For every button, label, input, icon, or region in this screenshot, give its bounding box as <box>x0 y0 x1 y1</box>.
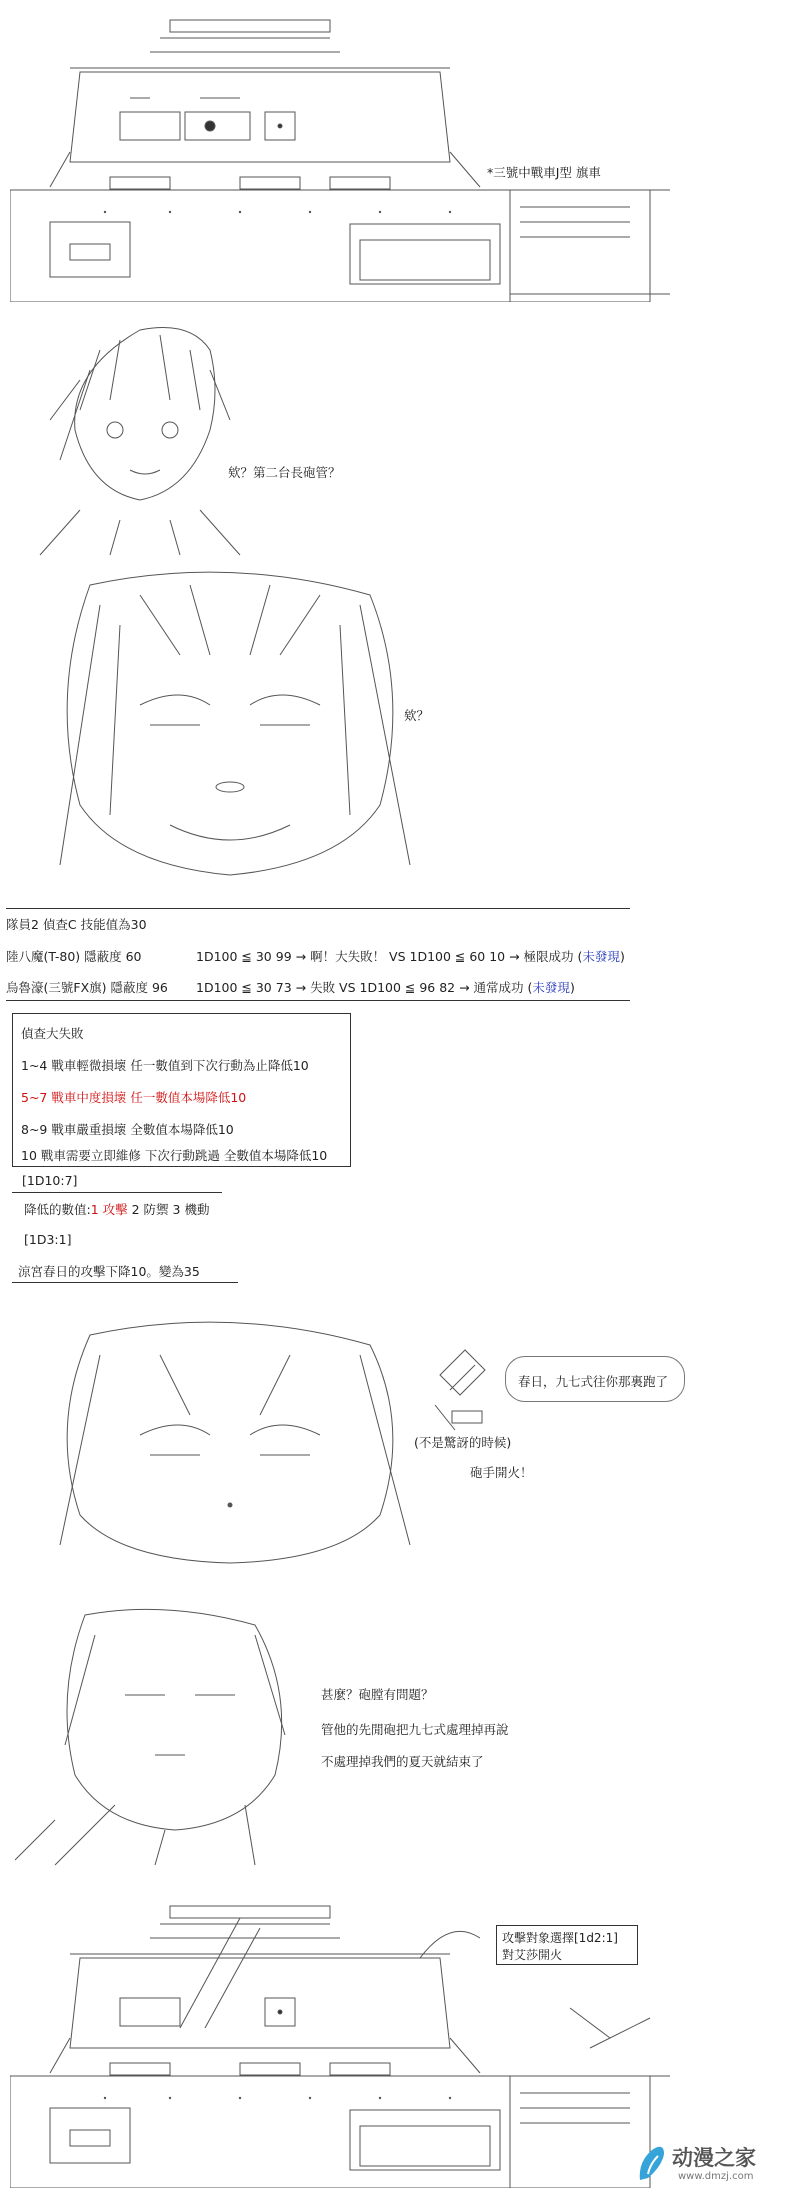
divider-bottom <box>6 1000 630 1001</box>
speech-note: (不是驚訝的時候) <box>414 1435 512 1450</box>
fail-table-title: 偵查大失敗 <box>21 1026 84 1041</box>
roll-1d10: [1D10:7] <box>22 1173 78 1188</box>
undiscovered-tag-2: 未發現 <box>532 980 570 995</box>
roll-line-2-result: 1D100 ≦ 30 73 → 失敗 VS 1D100 ≦ 96 82 → 通常成功 (未發現) <box>196 980 575 995</box>
speech-barrel-problem: 甚麼？砲膛有問題？ <box>321 1687 434 1702</box>
tank-caption: *三號中戰車J型 旗車 <box>487 165 601 180</box>
recon-fail-table <box>12 1013 351 1167</box>
divider-short-2 <box>12 1282 238 1283</box>
character-ascii-art-3 <box>40 1315 420 1565</box>
fail-table-row-2: 5~7 戰車中度損壞 任一數值本場降低10 <box>21 1090 247 1105</box>
fail-table-row-4: 10 戰車需要立即維修 下次行動跳過 全數值本場降低10 <box>21 1148 328 1163</box>
speech-eh: 欸？ <box>404 708 430 723</box>
dmzj-watermark-text: 动漫之家 <box>672 2146 756 2170</box>
speech-deal-with-97: 管他的先閒砲把九七式處理掉再說 <box>321 1722 509 1737</box>
roll-line-1-result: 1D100 ≦ 30 99 → 啊！大失敗！ VS 1D100 ≦ 60 10 → 極限成功 (未發現) <box>196 949 625 964</box>
fail-table-row-1: 1~4 戰車輕微損壞 任一數值到下次行動為止降低10 <box>21 1058 309 1073</box>
dmzj-watermark-url: www.dmzj.com <box>678 2171 754 2182</box>
roll-skill-line: 隊員2 偵查C 技能值為30 <box>6 917 147 932</box>
undiscovered-tag-1: 未發現 <box>582 949 620 964</box>
attack-target-roll: 攻擊對象選擇[1d2:1] <box>502 1931 618 1945</box>
attack-target-order: 對艾莎開火 <box>502 1948 563 1962</box>
dmzj-watermark <box>634 2142 784 2188</box>
sparkle-symbol <box>430 1345 500 1435</box>
tank-ascii-art-top <box>10 12 670 302</box>
speech-haruhi: 春日，九七式往你那裏跑了 <box>518 1374 669 1389</box>
reduce-stat-line: 降低的數值:1 攻擊 2 防禦 3 機動 <box>24 1202 210 1217</box>
speech-gunner-fire: 砲手開火！ <box>470 1465 533 1480</box>
roll-1d3: [1D3:1] <box>24 1232 72 1247</box>
divider-top <box>6 908 630 909</box>
dmzj-logo-icon <box>634 2144 668 2184</box>
character-ascii-art-2 <box>40 565 420 885</box>
fail-table-row-3: 8~9 戰車嚴重損壞 全數值本場降低10 <box>21 1122 234 1137</box>
roll-line-2-label: 烏魯濠(三號FX旗) 隱蔽度 96 <box>6 980 168 995</box>
character-ascii-art-1 <box>20 310 250 560</box>
attack-reduce-result: 涼宮春日的攻擊下降10。變為35 <box>18 1264 200 1279</box>
divider-short-1 <box>12 1192 222 1193</box>
speech-second-long-barrel: 欸？第二台長砲管？ <box>228 465 341 480</box>
roll-line-1-label: 陸八魔(T-80) 隱蔽度 60 <box>6 949 142 964</box>
character-ascii-art-4 <box>15 1605 315 1870</box>
speech-summer-ends: 不處理掉我們的夏天就結束了 <box>321 1754 484 1769</box>
